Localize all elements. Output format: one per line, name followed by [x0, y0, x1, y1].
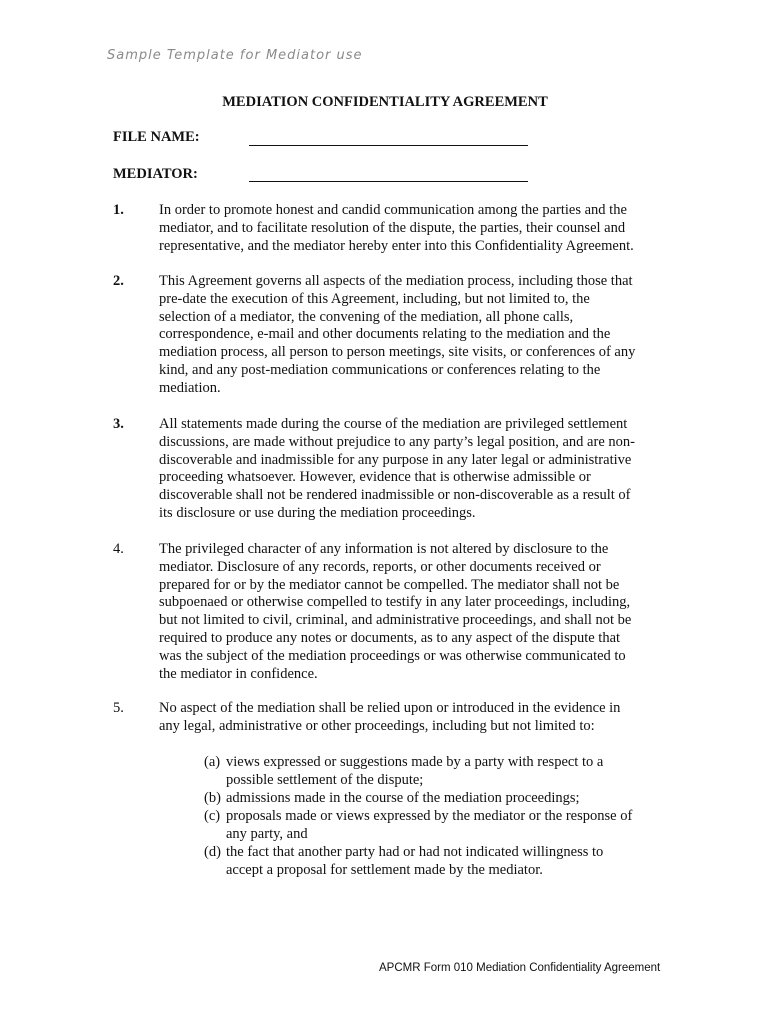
template-header-note: Sample Template for Mediator use [107, 48, 363, 63]
mediator-label: MEDIATOR: [113, 166, 198, 182]
clause-line: prepared for or by the mediator cannot be compelled. The mediator shall not be [159, 576, 620, 593]
clause-line: The privileged character of any information is not altered by disclosure to the [159, 541, 609, 557]
clause-number: 4. [113, 541, 124, 557]
clause-line: pre-date the execution of this Agreement, including, but not limited to, the [159, 290, 590, 307]
subclause-label: (d) [204, 844, 221, 860]
subclause-line: proposals made or views expressed by the mediator or the response of [226, 808, 633, 824]
clause-text [159, 700, 659, 736]
clause-number: 5. [113, 700, 124, 716]
clause-line: discoverable shall not be rendered inadmissible or non-discoverable as a result of [159, 487, 631, 504]
clause-line: but not limited to civil, criminal, and administrative proceedings, and shall not be [159, 612, 632, 629]
clause-line: correspondence, e-mail and other documents relating to the mediation and the [159, 326, 611, 343]
subclause-line: views expressed or suggestions made by a party with respect to a [226, 754, 604, 770]
clause-line: proceeding whatsoever. However, evidence that is otherwise admissible or [159, 469, 591, 486]
subclause-line: admissions made in the course of the mediation proceedings; [226, 790, 580, 806]
mediator-field[interactable] [249, 181, 528, 182]
clause-number: 3. [113, 416, 124, 432]
clause-line: its disclosure or use during the mediation proceedings. [159, 504, 476, 521]
clause-line: All statements made during the course of the mediation are privileged settlement [159, 416, 628, 432]
page-footer: APCMR Form 010 Mediation Confidentiality Agreement [379, 962, 661, 974]
clause-line: was the subject of the mediation proceedings or was otherwise communicated to [159, 647, 626, 664]
subclause-text [226, 844, 664, 880]
clause-line: mediation process, all person to person meetings, site visits, or conferences of any [159, 344, 636, 361]
clause-number: 1. [113, 202, 124, 218]
clause-text [159, 202, 659, 255]
clause-line: discussions, are made without prejudice to any party’s legal position, and are non- [159, 433, 635, 450]
subclause-text [226, 754, 664, 790]
clause-text [159, 273, 659, 398]
clause-line: discoverable and inadmissible for any purpose in any later legal or administrative [159, 451, 632, 468]
clause-line: required to produce any notes or documents, as to any aspect of the dispute that [159, 629, 621, 646]
subclause-line: the fact that another party had or had not indicated willingness to [226, 844, 604, 860]
clause-line: mediator, and to facilitate resolution of the dispute, the parties, their counsel and [159, 219, 626, 236]
subclause-text [226, 790, 664, 808]
clause-line: selection of a mediator, the convening of the mediation, all phone calls, [159, 308, 574, 325]
subclause-label: (a) [204, 754, 221, 770]
clause-line: In order to promote honest and candid communication among the parties and the [159, 202, 627, 218]
clause-line: mediation. [159, 379, 221, 396]
clause-text [159, 541, 659, 683]
clause-line: This Agreement governs all aspects of the mediation process, including those that [159, 273, 633, 289]
subclause-label: (b) [204, 790, 221, 806]
clause-line: representative, and the mediator hereby enter into this Confidentiality Agreement. [159, 237, 634, 254]
clause-line: No aspect of the mediation shall be relied upon or introduced in the evidence in [159, 700, 621, 716]
clause-line: kind, and any post-mediation communications or conferences relating to the [159, 361, 601, 378]
clause-text [159, 416, 659, 523]
clause-line: the mediator in confidence. [159, 665, 318, 682]
subclause-line: any party, and [226, 825, 308, 842]
clause-line: subpoenaed or otherwise compelled to testify in any later proceedings, including, [159, 594, 631, 611]
clause-line: any legal, administrative or other proceedings, including but not limited to: [159, 717, 595, 734]
clause-line: mediator. Disclosure of any records, reports, or other documents received or [159, 558, 601, 575]
subclause-line: possible settlement of the dispute; [226, 771, 424, 788]
subclause-text [226, 808, 664, 844]
file-name-field[interactable] [249, 145, 528, 146]
file-name-label: FILE NAME: [113, 129, 200, 145]
subclause-line: accept a proposal for settlement made by the mediator. [226, 861, 543, 878]
document-title: MEDIATION CONFIDENTIALITY AGREEMENT [222, 94, 548, 110]
clause-number: 2. [113, 273, 124, 289]
subclause-label: (c) [204, 808, 221, 824]
